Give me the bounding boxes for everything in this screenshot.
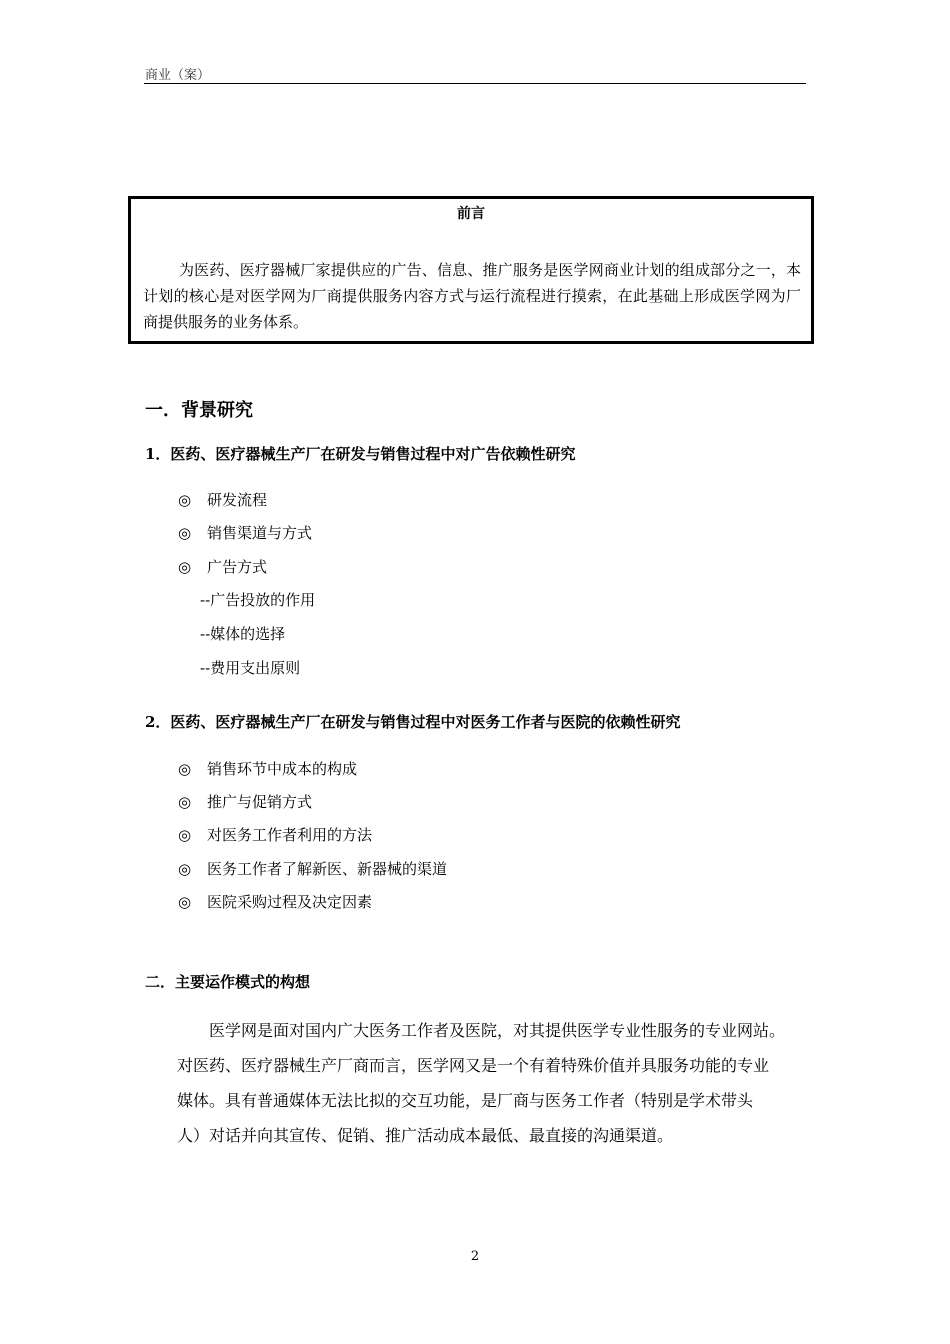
list-item — [178, 824, 372, 845]
bullet-icon: ◎ — [178, 893, 192, 911]
list-item — [178, 489, 267, 510]
paragraph-line: 对医药、医疗器械生产厂商而言，医学网又是一个有着特殊价值并具服务功能的专业 — [177, 1056, 770, 1075]
bullet-icon: ◎ — [178, 760, 192, 778]
preface-title: 前言 — [457, 206, 485, 222]
header-rule — [144, 83, 806, 84]
sub-list-item: --媒体的选择 — [200, 625, 286, 643]
bullet-icon: ◎ — [178, 826, 192, 844]
list-item-label: 销售环节中成本的构成 — [207, 760, 358, 778]
body-paragraph — [145, 1013, 817, 1153]
bullet-icon: ◎ — [178, 524, 192, 542]
sub-list-item: --广告投放的作用 — [200, 591, 316, 609]
list-item — [178, 891, 372, 912]
bullet-icon: ◎ — [178, 793, 192, 811]
list-item-label: 医院采购过程及决定因素 — [207, 893, 373, 911]
list-item-label: 对医务工作者利用的方法 — [207, 826, 373, 844]
sub-list-item: --费用支出原则 — [200, 659, 301, 677]
subsection-heading-advertising: 1．医药、医疗器械生产厂在研发与销售过程中对广告依赖性研究 — [145, 445, 576, 463]
section-heading-operation-model: 二．主要运作模式的构想 — [145, 973, 311, 991]
subsection-heading-medical-workers: 2．医药、医疗器械生产厂在研发与销售过程中对医务工作者与医院的依赖性研究 — [145, 713, 681, 731]
list-item-label: 研发流程 — [207, 491, 268, 509]
preface-body: 为医药、医疗器械厂家提供应的广告、信息、推广服务是医学网商业计划的组成部分之一，本计划的核心是对医学网为厂商提供服务内容方式与运行流程进行摸索，在此基础上形成医学网为厂商提供服务的业务体系。 — [143, 261, 801, 331]
list-item — [178, 556, 267, 577]
list-item — [178, 791, 312, 812]
paragraph-line: 医学网是面对国内广大医务工作者及医院，对其提供医学专业性服务的专业网站。 — [209, 1021, 786, 1040]
preface-box — [128, 196, 814, 344]
page-header: 商业（案） — [145, 68, 211, 83]
list-item-label: 广告方式 — [207, 558, 268, 576]
list-item-label: 销售渠道与方式 — [207, 524, 313, 542]
list-item — [178, 522, 312, 543]
paragraph-line: 人）对话并向其宣传、促销、推广活动成本最低、最直接的沟通渠道。 — [177, 1126, 674, 1145]
paragraph-line: 媒体。具有普通媒体无法比拟的交互功能，是厂商与医务工作者（特别是学术带头 — [177, 1091, 754, 1110]
bullet-icon: ◎ — [178, 558, 192, 576]
bullet-icon: ◎ — [178, 491, 192, 509]
list-item — [178, 758, 357, 779]
list-item — [178, 858, 447, 879]
page-number: 2 — [470, 1249, 480, 1264]
list-item-label: 推广与促销方式 — [207, 793, 313, 811]
section-heading-background: 一．背景研究 — [145, 400, 253, 421]
bullet-icon: ◎ — [178, 860, 192, 878]
list-item-label: 医务工作者了解新医、新器械的渠道 — [207, 860, 448, 878]
